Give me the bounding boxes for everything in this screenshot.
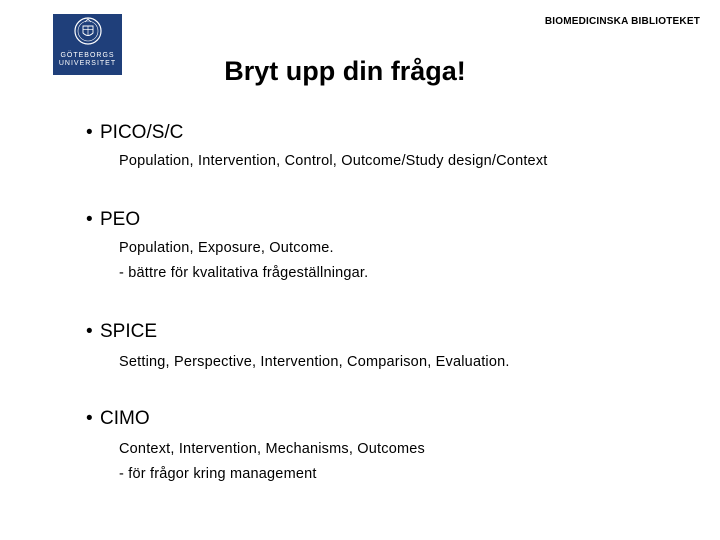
bullet-detail-note: - för frågor kring management [119, 466, 317, 482]
library-label: BIOMEDICINSKA BIBLIOTEKET [544, 16, 700, 27]
bullet-heading [86, 320, 706, 344]
logo-text-line1: GÖTEBORGS [60, 52, 115, 59]
bullet-dot: • [86, 408, 93, 429]
bullet-heading-text: CIMO [100, 408, 150, 429]
bullet-section-spice [86, 320, 706, 372]
bullet-detail-note: - bättre för kvalitativa frågeställningar. [119, 265, 369, 281]
bullet-heading [86, 121, 706, 145]
bullet-section-peo [86, 208, 706, 283]
slide-title: Bryt upp din fråga! [224, 56, 466, 86]
bullet-dot: • [86, 209, 93, 230]
bullet-dot: • [86, 321, 93, 342]
bullet-heading-text: PEO [100, 209, 141, 230]
bullet-detail: Population, Exposure, Outcome. [119, 240, 334, 256]
bullet-section-cimo [86, 407, 706, 484]
bullet-heading-text: PICO/S/C [100, 122, 184, 143]
bullet-detail: Setting, Perspective, Intervention, Comparison, Evaluation. [119, 354, 510, 370]
bullet-heading [86, 208, 706, 232]
bullet-detail: Population, Intervention, Control, Outcome/Study design/Context [119, 153, 548, 169]
logo-text-line2: UNIVERSITET [58, 60, 117, 67]
university-seal-icon [73, 16, 103, 52]
bullet-heading-text: SPICE [100, 321, 158, 342]
bullet-detail: Context, Intervention, Mechanisms, Outcomes [119, 441, 425, 457]
bullet-heading [86, 407, 706, 431]
bullet-section-pico [86, 121, 706, 171]
bullet-dot: • [86, 122, 93, 143]
